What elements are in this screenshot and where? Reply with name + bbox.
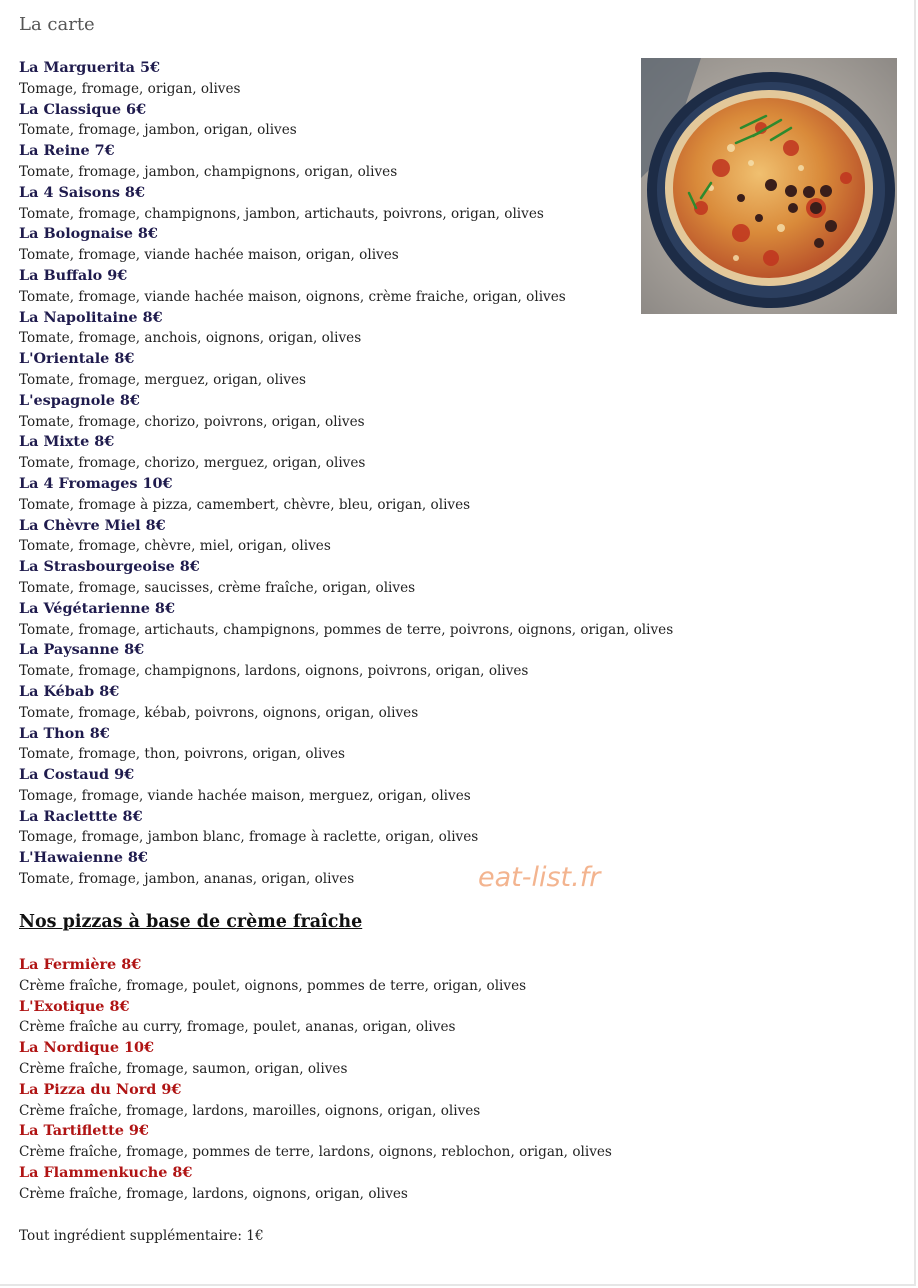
extra-ingredient-note: Tout ingrédient supplémentaire: 1€ [19, 1228, 264, 1244]
menu-item [19, 682, 659, 724]
item-name: L'Orientale 8€ [19, 350, 135, 368]
item-description: Tomate, fromage, chorizo, merguez, origan, olives [19, 455, 366, 472]
item-name: La Fermière 8€ [19, 956, 142, 973]
item-description: Crème fraîche, fromage, lardons, oignons, origan, olives [19, 1185, 408, 1202]
item-description: Crème fraîche, fromage, saumon, origan, olives [19, 1060, 348, 1077]
item-name: L'Exotique 8€ [19, 997, 130, 1015]
item-description: Tomage, fromage, jambon blanc, fromage à raclette, origan, olives [19, 829, 479, 846]
item-name: La Bolognaise 8€ [19, 225, 158, 243]
watermark: eat-list.fr [478, 862, 601, 893]
item-description: Tomate, fromage, chorizo, poivrons, origan, olives [19, 413, 365, 430]
menu-item [19, 391, 659, 433]
item-name: La Kébab 8€ [19, 682, 120, 700]
item-description: Tomate, fromage, anchois, oignons, origan, olives [19, 330, 362, 347]
item-description: Tomate, fromage, jambon, origan, olives [19, 122, 297, 139]
menu-item [19, 183, 659, 225]
item-description: Tomate, fromage, viande hachée maison, oignons, crème fraiche, origan, olives [19, 288, 566, 305]
item-description: Tomate, fromage, champignons, jambon, artichauts, poivrons, origan, olives [19, 205, 544, 222]
item-description: Tomate, fromage à pizza, camembert, chèvre, bleu, origan, olives [19, 496, 471, 513]
item-description: Tomate, fromage, chèvre, miel, origan, olives [19, 538, 331, 555]
item-description: Tomate, fromage, jambon, ananas, origan, olives [19, 871, 355, 888]
item-description: Crème fraîche au curry, fromage, poulet, ananas, origan, olives [19, 1019, 456, 1036]
item-description: Crème fraîche, fromage, pommes de terre, lardons, oignons, reblochon, origan, olives [19, 1144, 612, 1161]
menu-item [19, 224, 659, 266]
pizza-photo [641, 58, 897, 314]
item-description: Tomate, fromage, champignons, lardons, oignons, poivrons, origan, olives [19, 663, 529, 680]
item-name: La Reine 7€ [19, 142, 115, 160]
item-name: La Paysanne 8€ [19, 641, 145, 659]
item-name: La Marguerita 5€ [19, 59, 161, 76]
item-description: Tomage, fromage, viande hachée maison, merguez, origan, olives [19, 787, 471, 804]
page-title: La carte [19, 14, 95, 35]
menu-item [19, 807, 659, 849]
menu-item [19, 599, 674, 641]
menu-item [19, 349, 659, 391]
item-name: La Strasbourgeoise 8€ [19, 558, 200, 576]
menu-item [19, 557, 659, 599]
item-name: La Pizza du Nord 9€ [19, 1080, 182, 1098]
item-description: Tomate, fromage, viande hachée maison, origan, olives [19, 247, 399, 264]
menu-item [19, 997, 719, 1039]
item-description: Tomage, fromage, origan, olives [19, 80, 241, 97]
item-name: La Costaud 9€ [19, 766, 135, 784]
item-name: La Flammenkuche 8€ [19, 1163, 193, 1181]
menu-item [19, 1038, 719, 1080]
menu-item [19, 724, 659, 766]
menu-item [19, 640, 659, 682]
item-name: La Tartiflette 9€ [19, 1122, 149, 1140]
menu-item [19, 266, 659, 308]
menu-item [19, 1121, 719, 1163]
item-name: La Végétarienne 8€ [19, 599, 175, 617]
item-name: La Nordique 10€ [19, 1039, 155, 1057]
item-name: La Napolitaine 8€ [19, 308, 163, 326]
item-description: Tomate, fromage, thon, poivrons, origan, olives [19, 746, 346, 763]
menu-item [19, 308, 659, 350]
item-name: La Buffalo 9€ [19, 266, 128, 284]
item-name: L'Hawaienne 8€ [19, 849, 148, 867]
item-description: Tomate, fromage, jambon, champignons, origan, olives [19, 163, 398, 180]
cream-pizza-section [19, 911, 719, 1205]
item-description: Crème fraîche, fromage, lardons, maroilles, oignons, origan, olives [19, 1102, 481, 1119]
menu-item [19, 1163, 719, 1205]
item-name: La Thon 8€ [19, 724, 110, 742]
item-description: Tomate, fromage, artichauts, champignons, pommes de terre, poivrons, oignons, origan, olives [19, 621, 674, 638]
menu-item [19, 100, 659, 142]
menu-item [19, 58, 659, 100]
menu-item [19, 516, 659, 558]
menu-item [19, 765, 659, 807]
item-name: La Classique 6€ [19, 100, 147, 118]
item-description: Crème fraîche, fromage, poulet, oignons, pommes de terre, origan, olives [19, 977, 527, 994]
item-name: La 4 Fromages 10€ [19, 474, 173, 492]
tomato-pizza-list [19, 58, 674, 890]
item-name: L'espagnole 8€ [19, 391, 140, 409]
menu-item [19, 141, 659, 183]
item-description: Tomate, fromage, saucisses, crème fraîche, origan, olives [19, 579, 416, 596]
menu-item [19, 432, 659, 474]
menu-item [19, 955, 719, 997]
item-name: La Chèvre Miel 8€ [19, 516, 166, 534]
section-title: Nos pizzas à base de crème fraîche [19, 912, 363, 932]
item-description: Tomate, fromage, merguez, origan, olives [19, 371, 306, 388]
item-description: Tomate, fromage, kébab, poivrons, oignons, origan, olives [19, 704, 419, 721]
menu-item [19, 474, 659, 516]
item-name: La Mixte 8€ [19, 433, 115, 451]
item-name: La Raclettte 8€ [19, 807, 143, 825]
menu-item [19, 1080, 719, 1122]
item-name: La 4 Saisons 8€ [19, 183, 145, 201]
pizza-illustration [641, 58, 897, 314]
